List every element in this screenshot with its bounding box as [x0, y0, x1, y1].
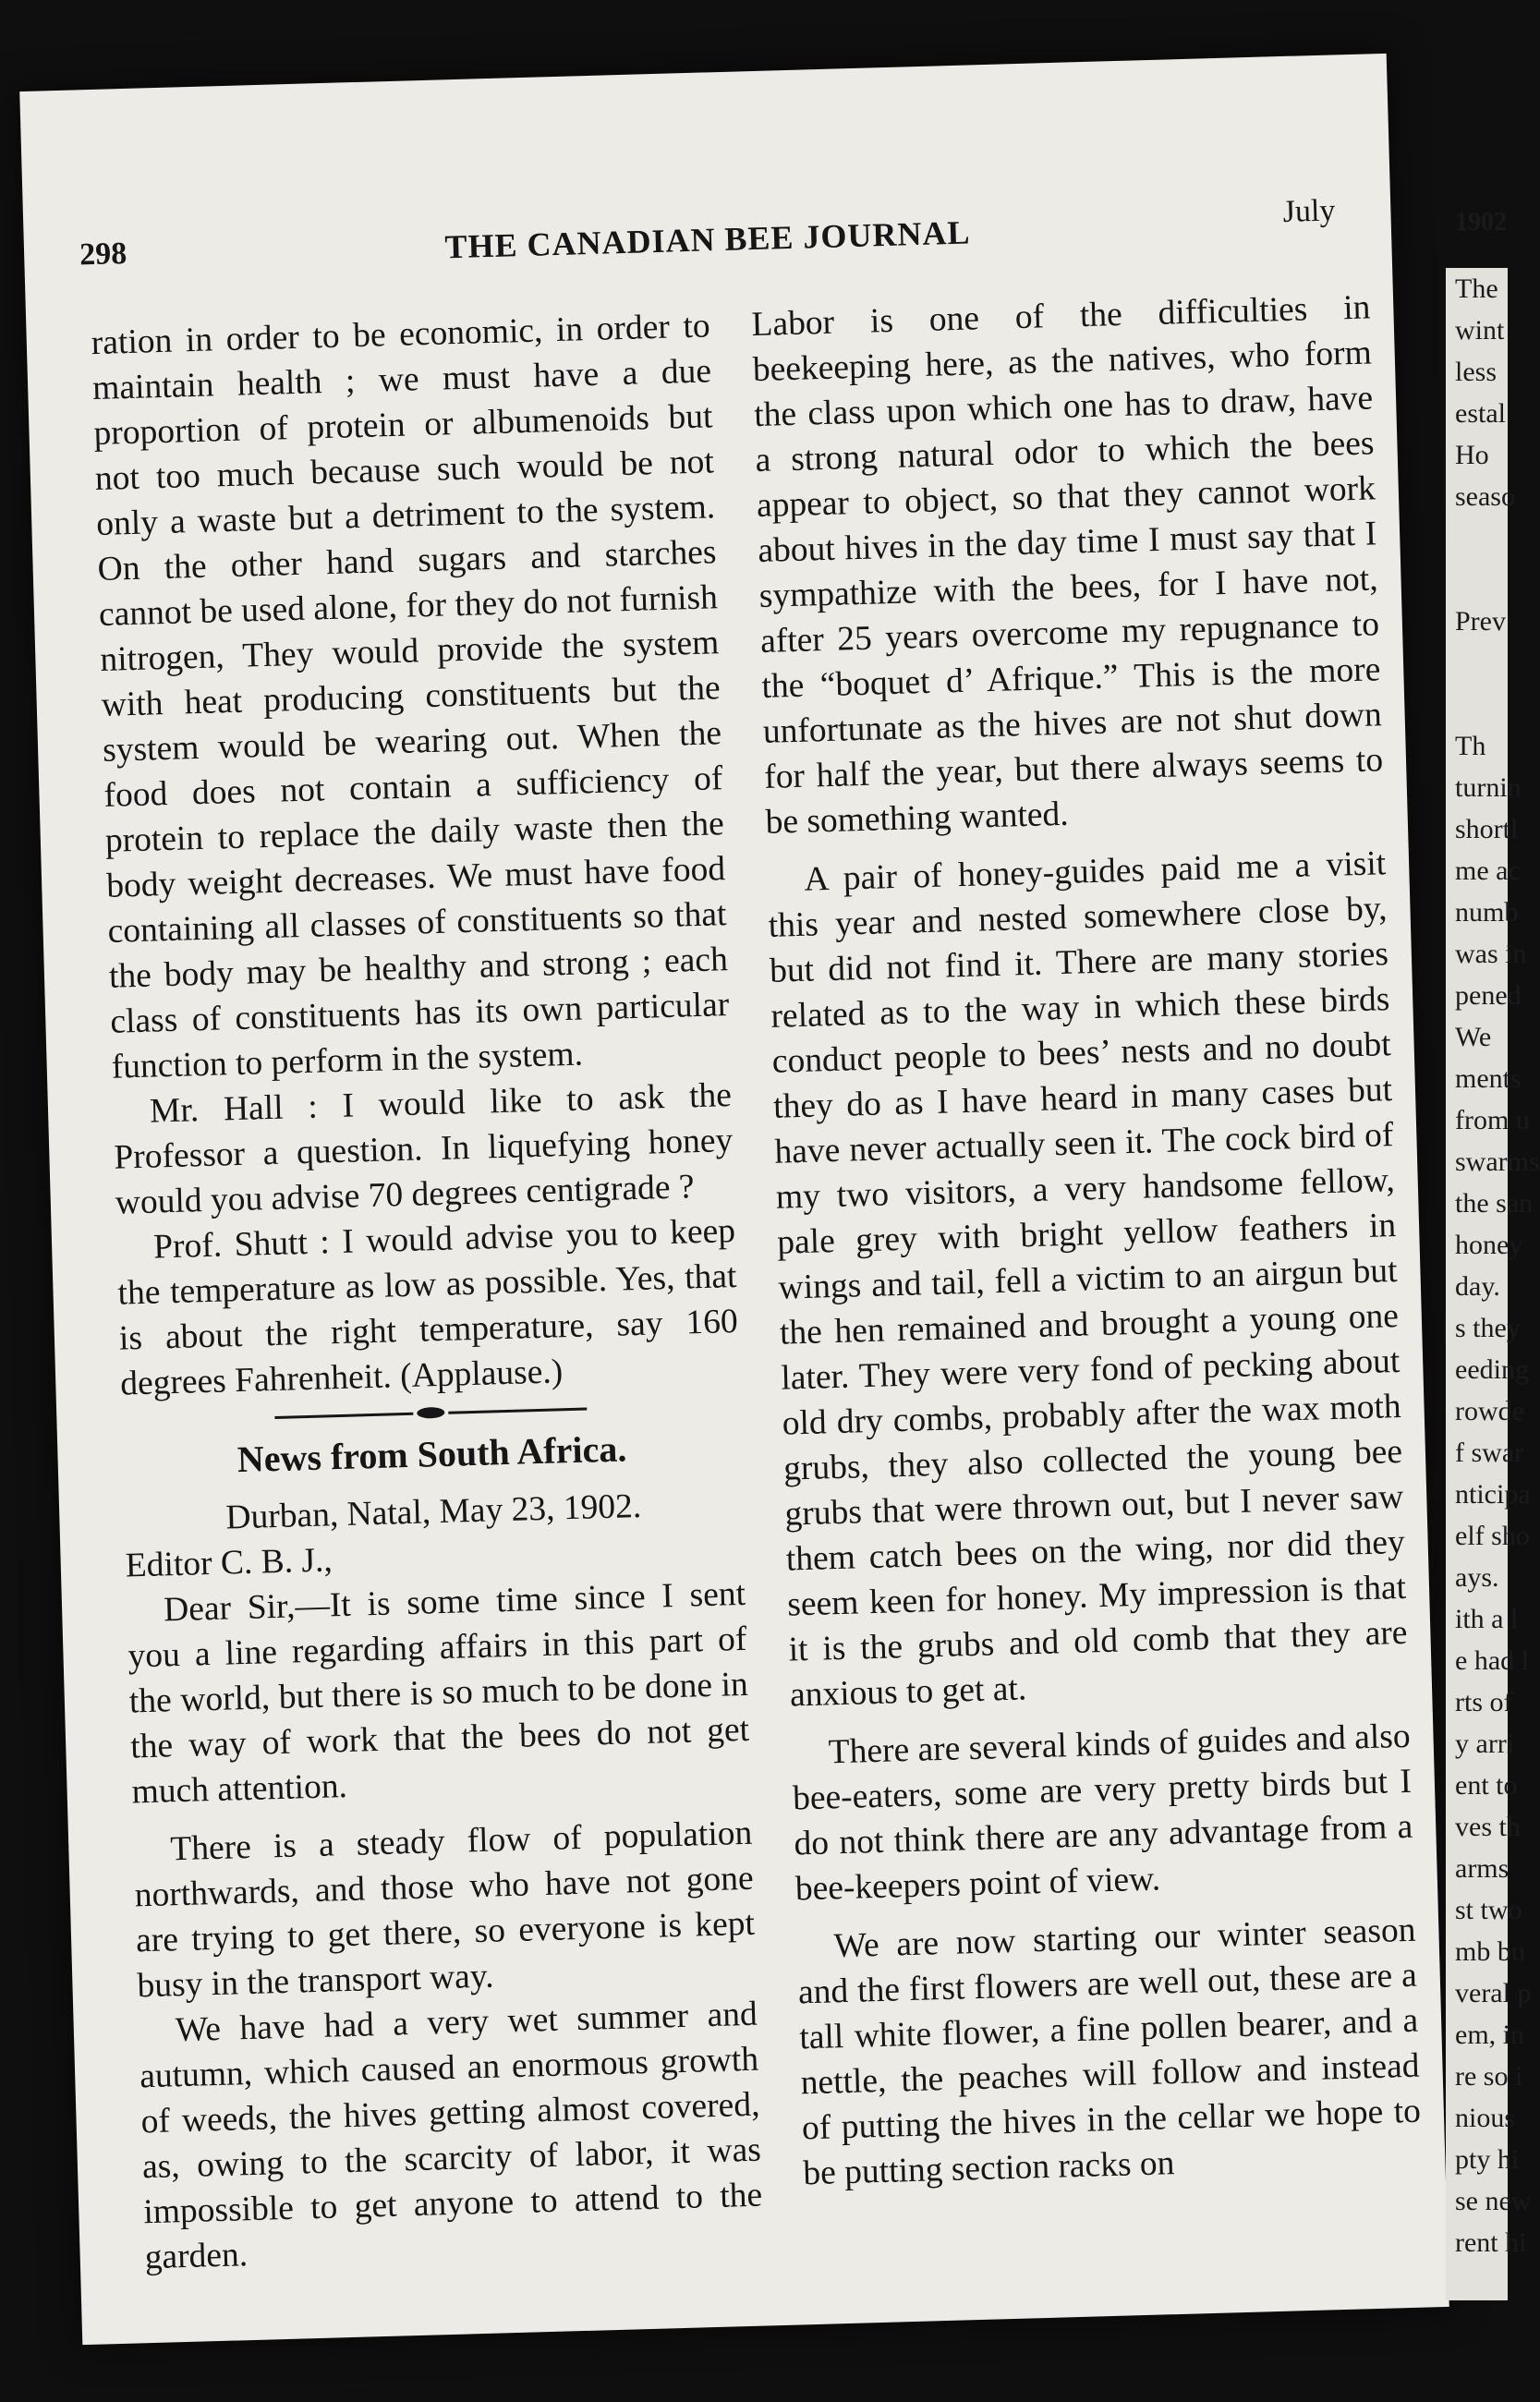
fragment-line: ith a l [1455, 1604, 1519, 1634]
fragment-line [1446, 684, 1508, 725]
paragraph: ration in order to be economic, in order to maintain health ; we must have a due proportion of protein or albumenoids but not too much because such would be not only a waste but a detriment to the system. On the other hand sugars and starches cannot be used alone, for they do not furnish nitrogen, They would provide the system with heat producing constituents but the system would be wearing out. When the food does not contain a sufficiency of protein to replace the daily waste then the body weight decreases. We must have food containing all classes of constituents so that the body may be healthy and strong ; each class of constituents has its own particular function to perform in the system. [91, 307, 730, 1086]
fragment-line: veral p [1455, 1978, 1532, 2008]
fragment-line: mb bu [1455, 1936, 1525, 1967]
fragment-line: shortl [1455, 814, 1519, 844]
fragment-line: em, in [1455, 2020, 1524, 2050]
fragment-line: seaso [1455, 481, 1515, 512]
paragraph: Labor is one of the difficulties in beekeeping here, as the natives, who form the class upon which one has to draw, have a strong natural odor to which the bees appear to object, so that they cannot work about hives in the day time I must say that I sympathize with the bees, for I have not, after 25 years overcome my repugnance to the “boquet d’ Afrique.” This is the more unfortunate as the hives are not shut down for half the year, but there always seems to be something wanted. [751, 288, 1384, 842]
fragment-line: ves th [1455, 1812, 1521, 1842]
fragment-line: rts of [1455, 1687, 1513, 1717]
fragment-line: day. [1455, 1271, 1500, 1302]
fragment-line: e had l [1455, 1645, 1529, 1676]
fragment-line: Th [1455, 731, 1486, 761]
paragraph: There are several kinds of guides and also bee-eaters, some are very pretty birds but I do not think there are any advantage from a bee-keepers point of view. [792, 1717, 1413, 1909]
page-header [79, 193, 1336, 284]
fragment-line: st two [1455, 1895, 1522, 1925]
salutation: Editor C. B. J., [125, 1541, 333, 1585]
fragment-line: elf sho [1455, 1521, 1530, 1551]
fragment-line: wint [1455, 315, 1505, 346]
fragment-line: nious [1455, 2103, 1516, 2133]
fragment-line: We [1455, 1022, 1492, 1052]
fragment-line: pened [1455, 980, 1522, 1011]
paragraph: Mr. Hall : I would like to ask the Professor a question. In liquefying honey would you advise 70 degrees centigrade ? [113, 1076, 734, 1222]
paragraph: We are now starting our winter season and the first flowers are well out, these are a tall white flower, a fine pollen bearer, and a nettle, the peaches will follow and instead of putting the hives in the cellar we hope to be putting section racks on [797, 1911, 1422, 2193]
fragment-line: less [1455, 357, 1497, 387]
next-page-number: 1902 [1455, 208, 1507, 237]
fragment-line: arms [1455, 1853, 1510, 1884]
article-title: News from South Africa. [236, 1427, 627, 1481]
fragment-line: rowde [1455, 1396, 1524, 1426]
fragment-line: me ac [1455, 855, 1521, 886]
fragment-line: Ho [1455, 440, 1489, 470]
fragment-line [1446, 642, 1508, 684]
fragment-line: eeding [1455, 1354, 1529, 1385]
fragment-line: swarms [1455, 1146, 1540, 1177]
fragment-line [1446, 517, 1508, 559]
next-page-fragment [1446, 268, 1540, 2300]
fragment-line: re so i [1455, 2061, 1523, 2092]
fragment-line: y arri [1455, 1729, 1515, 1759]
paragraph: A pair of honey-guides paid me a visit this year and nested somewhere close by, but did not find it. There are many stories related as to the way in which these birds conduct people to bees’ nests and no doubt they do as I have heard in many cases but have never actually seen it. The cock bird of my two visitors, a very handsome fellow, pale grey with bright yellow feathers in wings and tail, fell a victim to an airgun but the hen remained and brought a young one later. They were very fond of pecking about old dry combs, probably after the wax moth grubs, they also collected the young bee grubs that were thrown out, but I never saw them catch bees on the wing, nor did they seem keen for honey. My impression is that it is the grubs and old comb that they are anxious to get at. [768, 844, 1408, 1715]
fragment-line: nticipa [1455, 1479, 1531, 1510]
fragment-line: rent hi [1455, 2227, 1527, 2258]
right-column [751, 285, 1423, 2196]
fragment-line: turnin [1455, 772, 1522, 803]
fragment-line: pty hi [1455, 2144, 1520, 2175]
left-column [91, 303, 764, 2280]
dateline: Durban, Natal, May 23, 1902. [224, 1486, 642, 1537]
fragment-line: the san [1455, 1188, 1534, 1219]
fragment-line: estal [1455, 398, 1506, 429]
fragment-line: se new [1455, 2186, 1532, 2216]
paragraph: There is a steady flow of population northwards, and those who have not gone are trying to get there, so everyone is kept busy in the transport way. [134, 1814, 756, 2006]
fragment-line: f swar [1455, 1438, 1524, 1468]
fragment-line: s they [1455, 1313, 1521, 1343]
fragment-line: Prev [1455, 606, 1506, 637]
paragraph: Dear Sir,—It is some time since I sent you a line regarding affairs in this part of the world, but there is so much to be done in the way of work that the bees do not get much attention. [127, 1574, 750, 1812]
fragment-line: was in [1455, 939, 1527, 969]
page-number: 298 [79, 236, 127, 273]
fragment-line: ent to [1455, 1770, 1518, 1801]
fragment-line: from u [1455, 1105, 1530, 1135]
fragment-line: numb [1455, 897, 1519, 928]
fragment-line: honey [1455, 1230, 1523, 1260]
journal-page [19, 54, 1449, 2345]
journal-title: THE CANADIAN BEE JOURNAL [444, 213, 971, 266]
paragraph: Prof. Shutt : I would advise you to keep the temperature as low as possible. Yes, that is about the right temperature, say 160 degrees Fahrenheit. (Applause.) [117, 1211, 739, 1403]
fragment-line: The [1455, 273, 1498, 304]
fragment-line: ays. [1455, 1562, 1499, 1593]
issue-month: July [1282, 193, 1336, 229]
fragment-line [1446, 559, 1508, 600]
paragraph: We have had a very wet summer and autumn, which caused an enormous growth of weeds, the hives getting almost covered, as, owing to the scarcity of labor, it was impossible to get anyone to attend to the garden. [139, 1995, 763, 2277]
fragment-line: ments [1455, 1063, 1522, 1094]
